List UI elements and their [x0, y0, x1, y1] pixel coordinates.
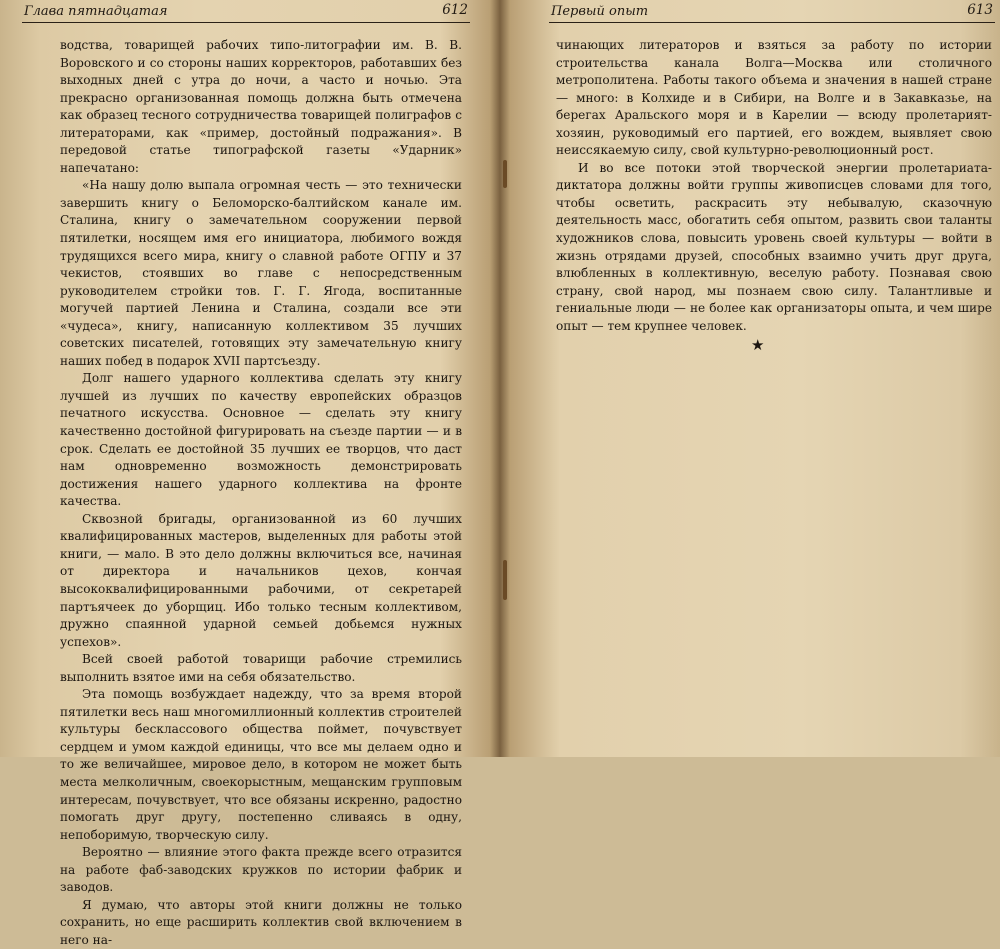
right-page: [505, 0, 1000, 757]
paragraph: Эта помощь возбуждает надежду, что за время второй пятилетки весь наш многомиллионный коллектив строителей культуры бесклассового общества поймет, почувствует сердцем и умом каждой единицы, что все мы делаем одно и то же величайшее, мировое дело, в котором не может быть места мелколичным, своекорыстным, мещанским групповым интересам, почувствует, что все обязаны искренно, радостно помогать друг другу, постепенно сливаясь в одну, непоборимую, творческую силу.: [60, 687, 462, 842]
paragraph: Я думаю, что авторы этой книги должны не только сохранить, но еще расширить коллектив свой включением в него на-: [60, 897, 462, 947]
left-page: [0, 0, 495, 947]
paragraph: водства, товарищей рабочих типо-литографии им. В. В. Воровского и со стороны наших корректоров, работавших без выходных дней с утра до ночи, а часто и ночью. Эта прекрасно организованная помощь должна быть отмечена как образец тесного сотрудничества товарищей полиграфов с литераторами, как «пример, достойный подражания». В передовой статье типографской газеты «Ударник» напечатано:: [60, 38, 462, 175]
section-separator-star: ★: [751, 336, 765, 354]
running-header-right: [549, 4, 995, 23]
paragraph: Долг нашего ударного коллектива сделать эту книгу лучшей из лучших по качеству европейских образцов печатного искусства. Основное — сделать эту книгу качественно достойной фигурировать на съезде партии — и в срок. Сделать ее достойной 35 лучших ее творцов, что даст нам одновременно возможность демонстрировать достижения нашего ударного коллектива на фронте качества.: [60, 371, 462, 509]
paragraph: И во все потоки этой творческой энергии пролетариата-диктатора должны войти группы живописцев словами для того, чтобы осветить, раскрасить эту небывалую, сказочную деятельность масс, обогатить себя опытом, развить свои таланты художников слова, повысить уровень своей культуры — войти в жизнь отрядами друзей, способных взаимно учить друг друга, влюбленных в коллективную, веселую работу. Познавая свою страну, свой народ, мы познаем свою силу. Талантливые и гениальные люди — не более как организаторы опыта, и чем шире опыт — тем крупнее человек.: [556, 160, 992, 333]
running-header-left: [22, 4, 470, 23]
paragraph: Всей своей работой товарищи рабочие стремились выполнить взятое ими на себя обязательство.: [60, 652, 462, 684]
paragraph: «На нашу долю выпала огромная честь — это технически завершить книгу о Беломорско-балтийском канале им. Сталина, книгу о замечательном сооружении первой пятилетки, носящем имя его инициатора, любимого вождя трудящихся всего мира, книгу о славной работе ОГПУ и 37 чекистов, стоявших во главе с непосредственным руководителем стройки тов. Г. Г. Ягода, воспитанные могучей партией Ленина и Сталина, создали все эти «чудеса», книгу, написанную коллективом 35 лучших советских писателей, готовящих эту замечательную книгу наших побед в подарок XVII партсъезду.: [60, 178, 462, 368]
paragraph: чинающих литераторов и взяться за работу по истории строительства канала Волга—Москва или столичного метрополитена. Работы такого объема и значения в нашей стране — много: в Колхиде и в Сибири, на Волге и в Закавказье, на берегах Аральского моря и в Карелии — всюду пролетарият-хозяин, руководимый его партией, его вождем, выявляет свою неиссякаемую силу, свой культурно-революционный рост.: [556, 38, 992, 158]
left-page-text: [60, 37, 462, 949]
chapter-title: Глава пятнадцатая: [24, 4, 168, 19]
section-title: Первый опыт: [551, 4, 649, 19]
paragraph: Сквозной бригады, организованной из 60 лучших квалифицированных мастеров, выделенных для работы этой книги, — мало. В это дело должны включиться все, начиная от директора и начальников цехов, кончая высококвалифицированными рабочими, от секретарей партъячеек до уборщиц. Ибо только тесным коллективом, дружно спаянной ударной семьей добьемся нужных успехов».: [60, 511, 462, 649]
page-number-left: 612: [442, 2, 468, 18]
page-number-right: 613: [967, 2, 993, 18]
right-page-text: [556, 37, 992, 335]
paragraph: Вероятно — влияние этого факта прежде всего отразится на работе фаб-заводских кружков по истории фабрик и заводов.: [60, 845, 462, 895]
